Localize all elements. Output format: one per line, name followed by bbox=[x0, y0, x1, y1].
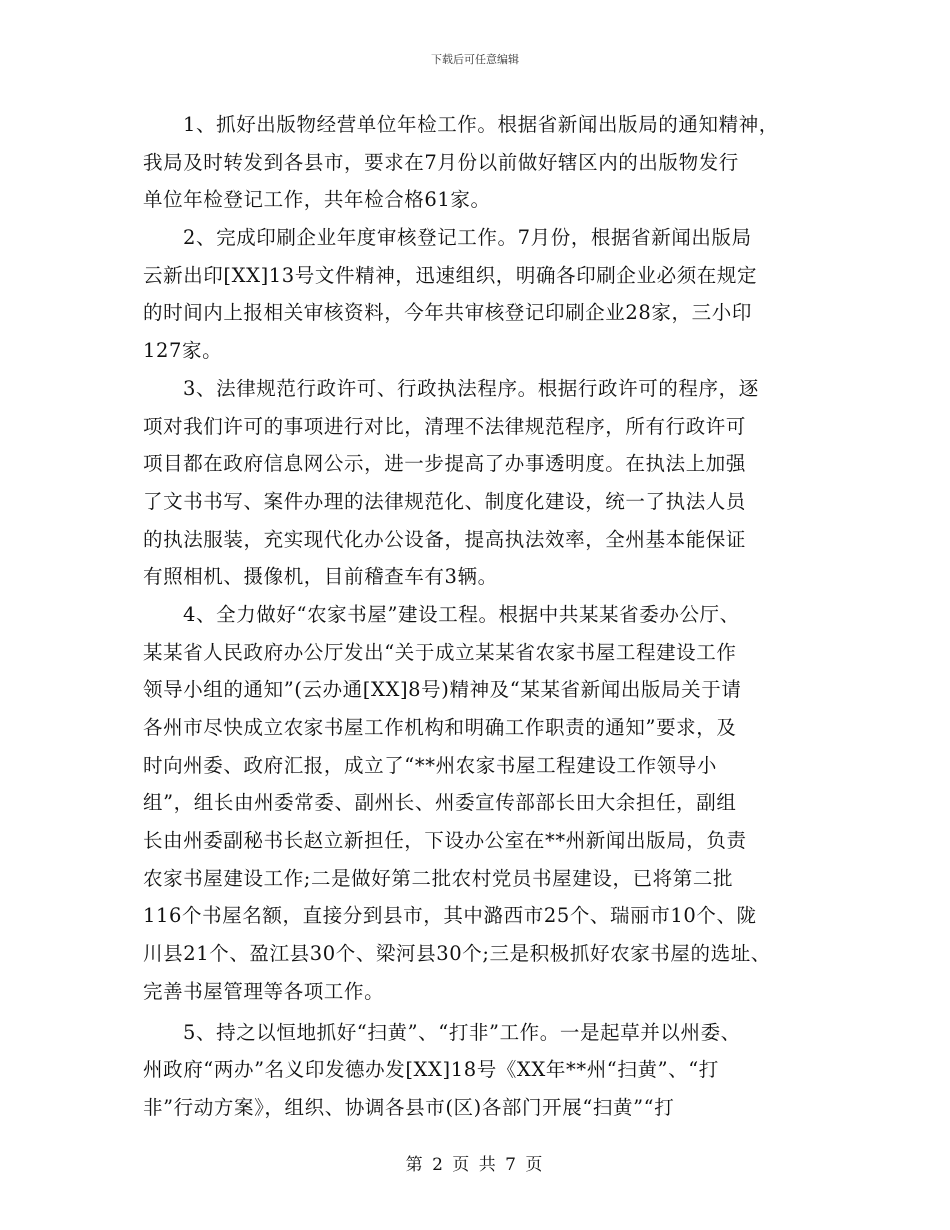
text-line: 云新出印[XX]13号文件精神，迅速组织，明确各印刷企业必须在规定 bbox=[143, 263, 758, 287]
text-line: 了文书书写、案件办理的法律规范化、制度化建设，统一了执法人员 bbox=[143, 489, 747, 513]
text-line: 2、完成印刷企业年度审核登记工作。7月份，根据省新闻出版局 bbox=[183, 226, 752, 250]
text-line: 完善书屋管理等各项工作。 bbox=[143, 979, 385, 1003]
page-header-note: 下载后可任意编辑 bbox=[431, 53, 519, 66]
text-line: 领导小组的通知”(云办通[XX]8号)精神及“某某省新闻出版局关于请 bbox=[143, 678, 742, 702]
text-line: 127家。 bbox=[143, 339, 223, 363]
document-body bbox=[143, 106, 813, 1127]
paragraph-2 bbox=[143, 219, 813, 370]
paragraph-4 bbox=[143, 596, 813, 1011]
paragraph-1 bbox=[143, 106, 813, 219]
text-line: 州政府“两办”名义印发德办发[XX]18号《XX年**州“扫黄”、“打 bbox=[143, 1058, 719, 1082]
text-line: 时向州委、政府汇报，成立了“**州农家书屋工程建设工作领导小 bbox=[143, 753, 717, 777]
text-line: 某某省人民政府办公厅发出“关于成立某某省农家书屋工程建设工作 bbox=[143, 640, 737, 664]
paragraph-5 bbox=[143, 1014, 813, 1127]
text-line: 川县21个、盈江县30个、梁河县30个;三是积极抓好农家书屋的选址、 bbox=[143, 942, 771, 966]
text-line: 1、抓好出版物经营单位年检工作。根据省新闻出版局的通知精神， bbox=[183, 113, 779, 136]
text-line: 农家书屋建设工作;二是做好第二批农村党员书屋建设，已将第二批 bbox=[143, 866, 734, 890]
text-line: 单位年检登记工作，共年检合格61家。 bbox=[143, 188, 491, 212]
text-line: 4、全力做好“农家书屋”建设工程。根据中共某某省委办公厅、 bbox=[183, 602, 740, 626]
page-number: 第 2 页 共 7 页 bbox=[405, 1155, 545, 1175]
text-line: 3、法律规范行政许可、行政执法程序。根据行政许可的程序，逐 bbox=[183, 376, 759, 400]
text-line: 长由州委副秘书长赵立新担任，下设办公室在**州新闻出版局，负责 bbox=[143, 829, 747, 853]
text-line: 的执法服装，充实现代化办公设备，提高执法效率，全州基本能保证 bbox=[143, 527, 747, 551]
text-line: 各州市尽快成立农家书屋工作机构和明确工作职责的通知”要求，及 bbox=[143, 716, 737, 739]
text-line: 组”，组长由州委常委、副州长、州委宣传部部长田大余担任，副组 bbox=[143, 791, 737, 815]
text-line: 116个书屋名额，直接分到县市，其中潞西市25个、瑞丽市10个、陇 bbox=[143, 904, 757, 928]
text-line: 项对我们许可的事项进行对比，清理不法律规范程序，所有行政许可 bbox=[143, 414, 747, 438]
text-line: 项目都在政府信息网公示，进一步提高了办事透明度。在执法上加强 bbox=[143, 452, 747, 476]
text-line: 有照相机、摄像机，目前稽查车有3辆。 bbox=[143, 565, 498, 589]
paragraph-3 bbox=[143, 370, 813, 596]
text-line: 非”行动方案》，组织、协调各县市(区)各部门开展“扫黄”“打 bbox=[143, 1095, 675, 1119]
text-line: 5、持之以恒地抓好“扫黄”、“打非”工作。一是起草并以州委、 bbox=[183, 1020, 741, 1044]
text-line: 的时间内上报相关审核资料，今年共审核登记印刷企业28家，三小印 bbox=[143, 301, 752, 325]
text-line: 我局及时转发到各县市，要求在7月份以前做好辖区内的出版物发行 bbox=[143, 150, 739, 174]
